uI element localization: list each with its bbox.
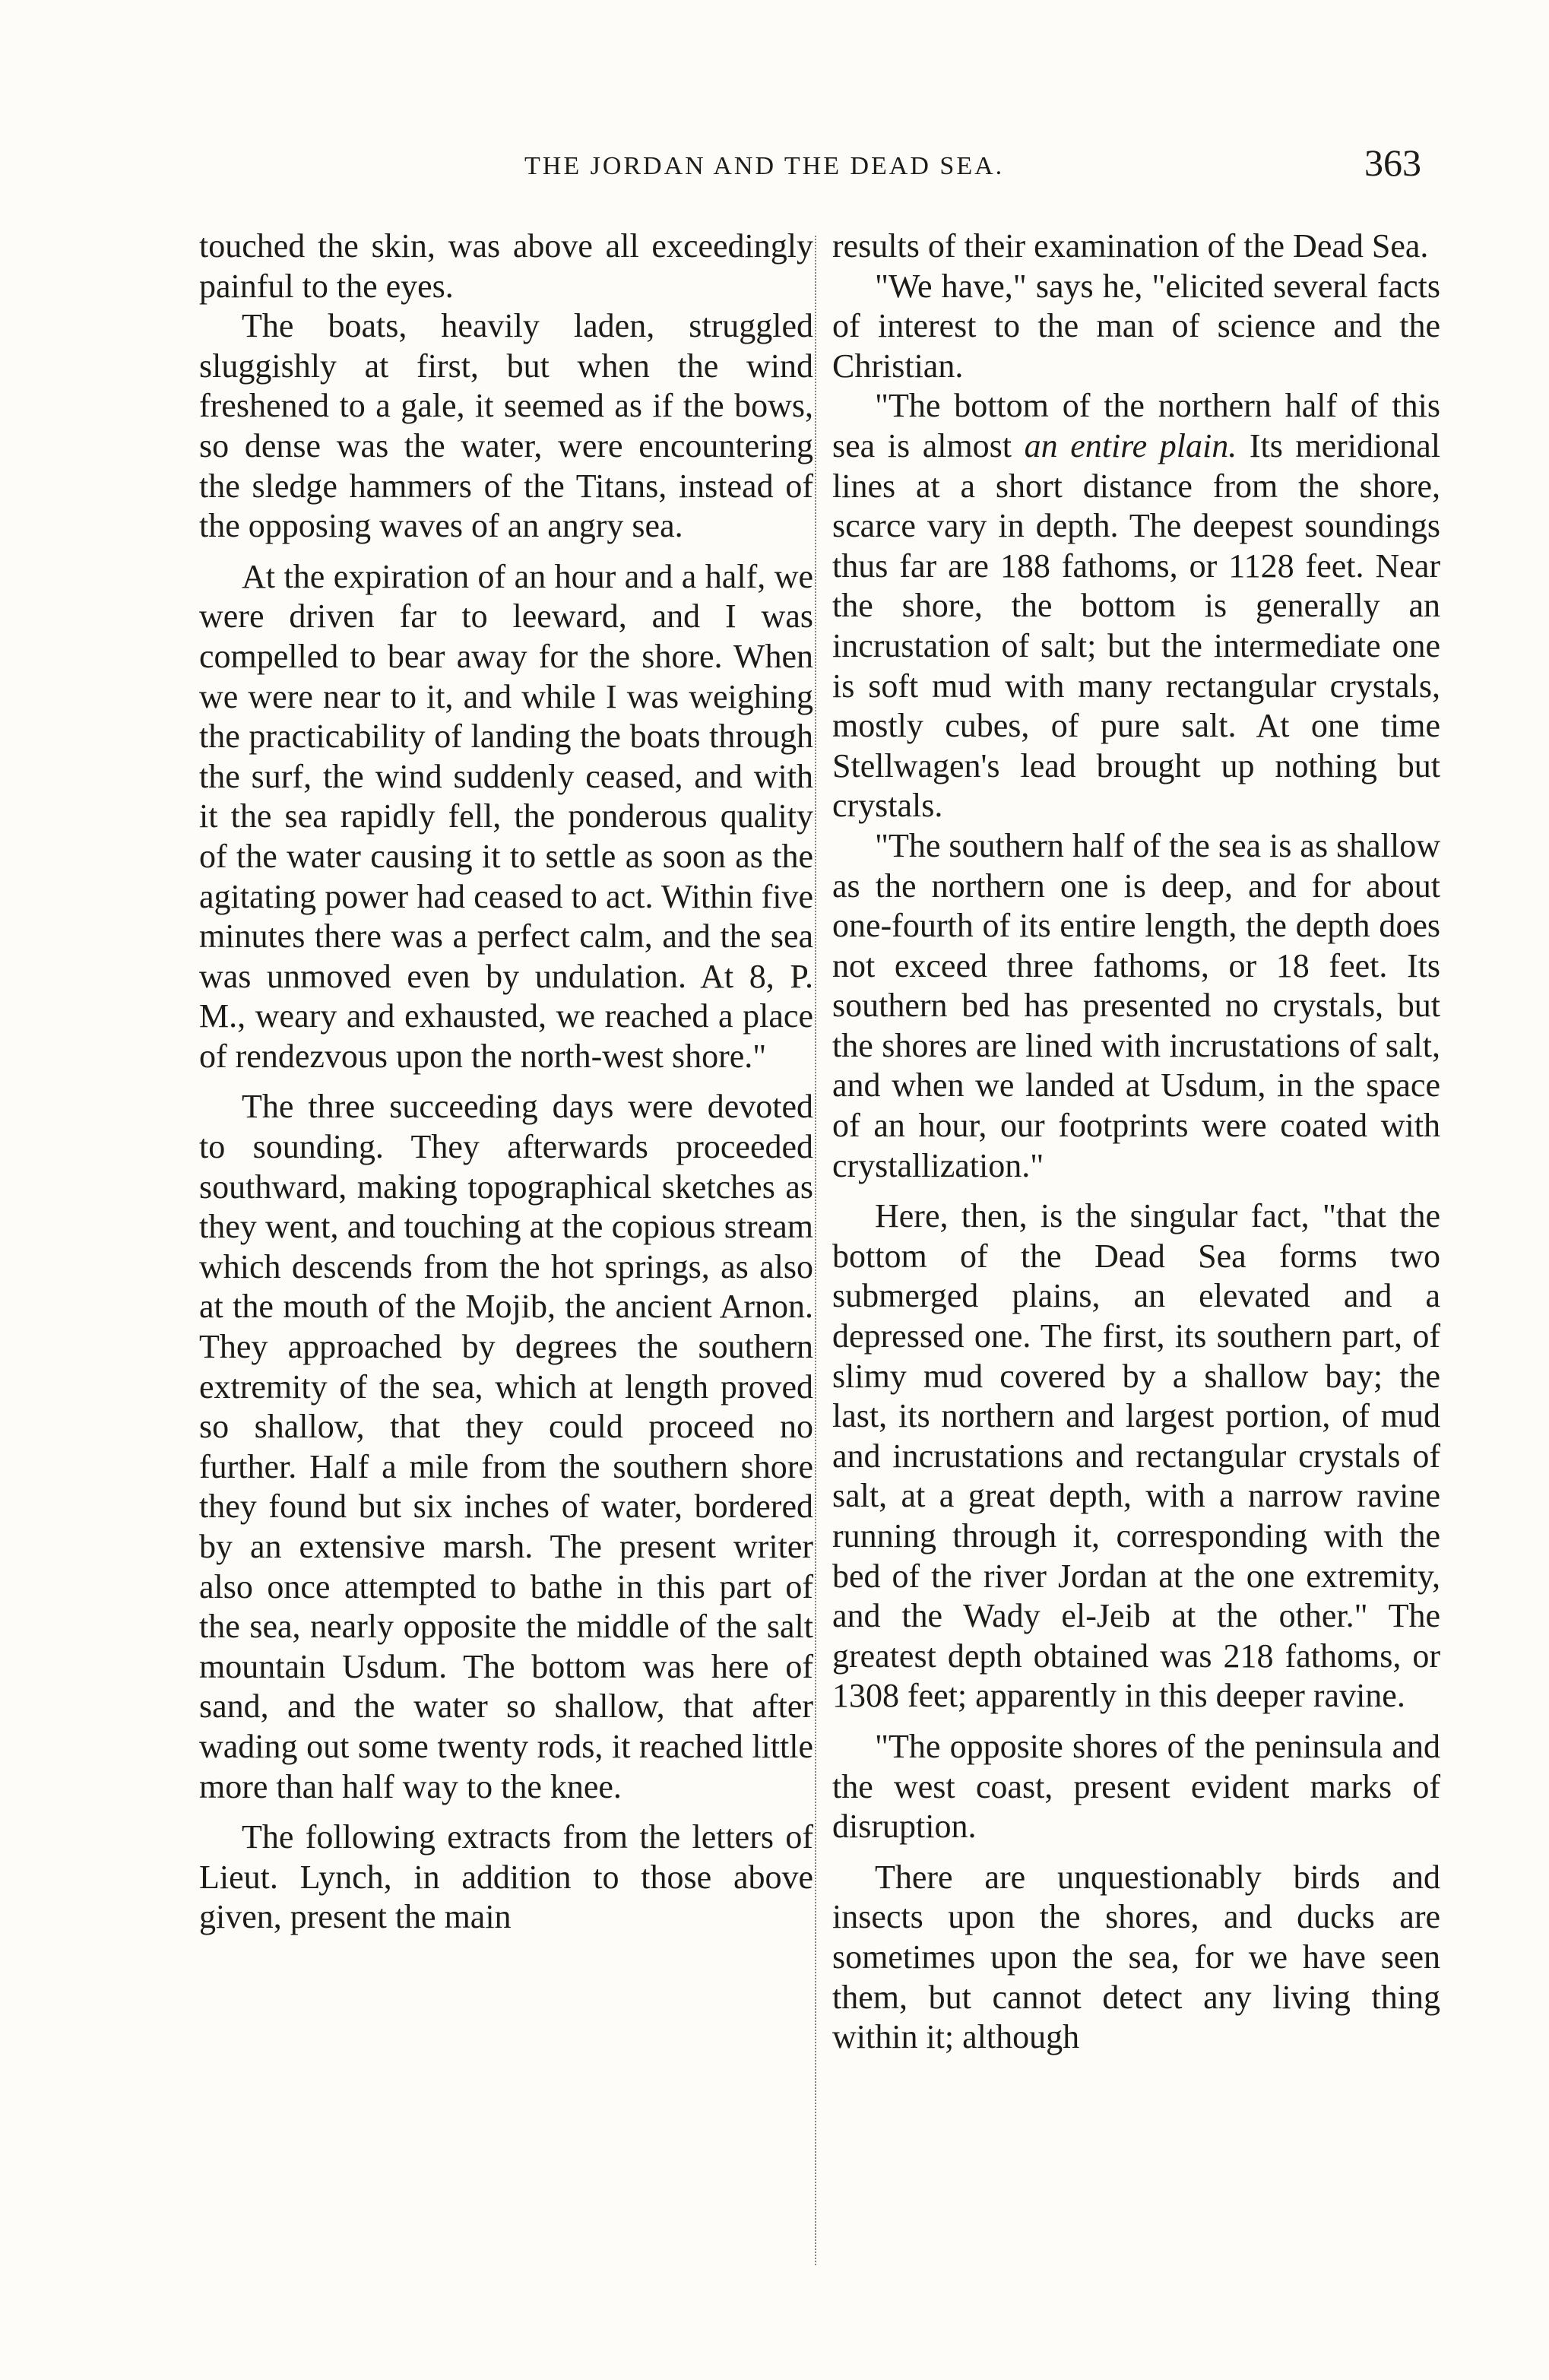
paragraph-we-have-elicited: "We have," says he, "elicited several facts of interest to the man of science and the Christian. [832, 267, 1440, 385]
paragraph-singular-fact: Here, then, is the singular fact, "that the bottom of the Dead Sea forms two submerged plains, an elevated and a depressed one. The first, its southern part, of slimy mud covered by a shallow bay; the last, its northern and largest portion, of mud and incrustations and rectangular crystals of salt, at a great depth, with a narrow ravine running through it, corresponding with the bed of the river Jordan at the one extremity, and the Wady el-Jeib at the other." The greatest depth obtained was 218 fathoms, or 1308 feet; apparently in this deeper ravine. [832, 1197, 1440, 1715]
paragraph-northern-half [832, 386, 1440, 826]
paragraph-expiration-of-hour: At the expiration of an hour and a half, we were driven far to leeward, and I was compelled to bear away for the shore. When we were near to it, and while I was weighing the practicability of landing the boats through the surf, the wind suddenly ceased, and with it the sea rapidly fell, the ponderous quality of the water causing it to settle as soon as the agitating power had ceased to act. Within five minutes there was a perfect calm, and the sea was unmoved even by undulation. At 8, P. M., weary and exhausted, we reached a place of rendezvous upon the north-west shore." [199, 557, 813, 1075]
paragraph-opposite-shores: "The opposite shores of the peninsula and the west coast, present evident marks of disruption. [832, 1727, 1440, 1846]
paragraph-results-continued: results of their examination of the Dead Sea. [832, 227, 1429, 265]
page-number: 363 [1364, 141, 1421, 184]
column-divider [815, 236, 816, 2265]
emphasis-entire-plain: an entire plain. [1024, 426, 1237, 464]
running-title: THE JORDAN AND THE DEAD SEA. [524, 152, 1005, 180]
northern-half-text-start: "The bottom of the northern half of this sea is almost [832, 387, 1440, 464]
northern-half-text-rest: Its meridional lines at a short distance from the shore, scarce vary in depth. The deepest soundings thus far are 188 fathoms, or 1128 feet. Near the shore, the bottom is generally an incrustation of salt; but the intermediate one is soft mud with many rectangular crystals, mostly cubes, of pure salt. At one time Stellwagen's lead brought up nothing but crystals. [832, 426, 1441, 825]
paragraph-following-extracts: The following extracts from the letters of Lieut. Lynch, in addition to those above given, present the main [199, 1818, 813, 1936]
paragraph-continued: touched the skin, was above all exceedingly painful to the eyes. [199, 227, 813, 305]
left-column [199, 227, 813, 1938]
paragraph-southern-half: "The southern half of the sea is as shallow as the northern one is deep, and for about one-fourth of its entire length, the depth does not exceed three fathoms, or 18 feet. Its southern bed has presented no crystals, but the shores are lined with incrustations of salt, and when we landed at Usdum, in the space of an hour, our footprints were coated with crystallization." [832, 826, 1440, 1184]
paragraph-birds-and-insects: There are unquestionably birds and insects upon the shores, and ducks are sometimes upon the sea, for we have seen them, but cannot detect any living thing within it; although [832, 1858, 1440, 2056]
paragraph-boats-laden: The boats, heavily laden, struggled sluggishly at first, but when the wind freshened to a gale, it seemed as if the bows, so dense was the water, were encountering the sledge hammers of the Titans, instead of the opposing waves of an angry sea. [199, 307, 813, 545]
paragraph-succeeding-days: The three succeeding days were devoted to sounding. They afterwards proceeded southward, making topographical sketches as they went, and touching at the copious stream which descends from the hot springs, as also at the mouth of the Mojib, the ancient Arnon. They approached by degrees the southern extremity of the sea, which at length proved so shallow, that they could proceed no further. Half a mile from the southern shore they found but six inches of water, bordered by an extensive marsh. The present writer also once attempted to bathe in this part of the sea, nearly opposite the middle of the salt mountain Usdum. The bottom was here of sand, and the water so shallow, that after wading out some twenty rods, it reached little more than half way to the knee. [199, 1088, 813, 1805]
right-column [832, 227, 1440, 2058]
